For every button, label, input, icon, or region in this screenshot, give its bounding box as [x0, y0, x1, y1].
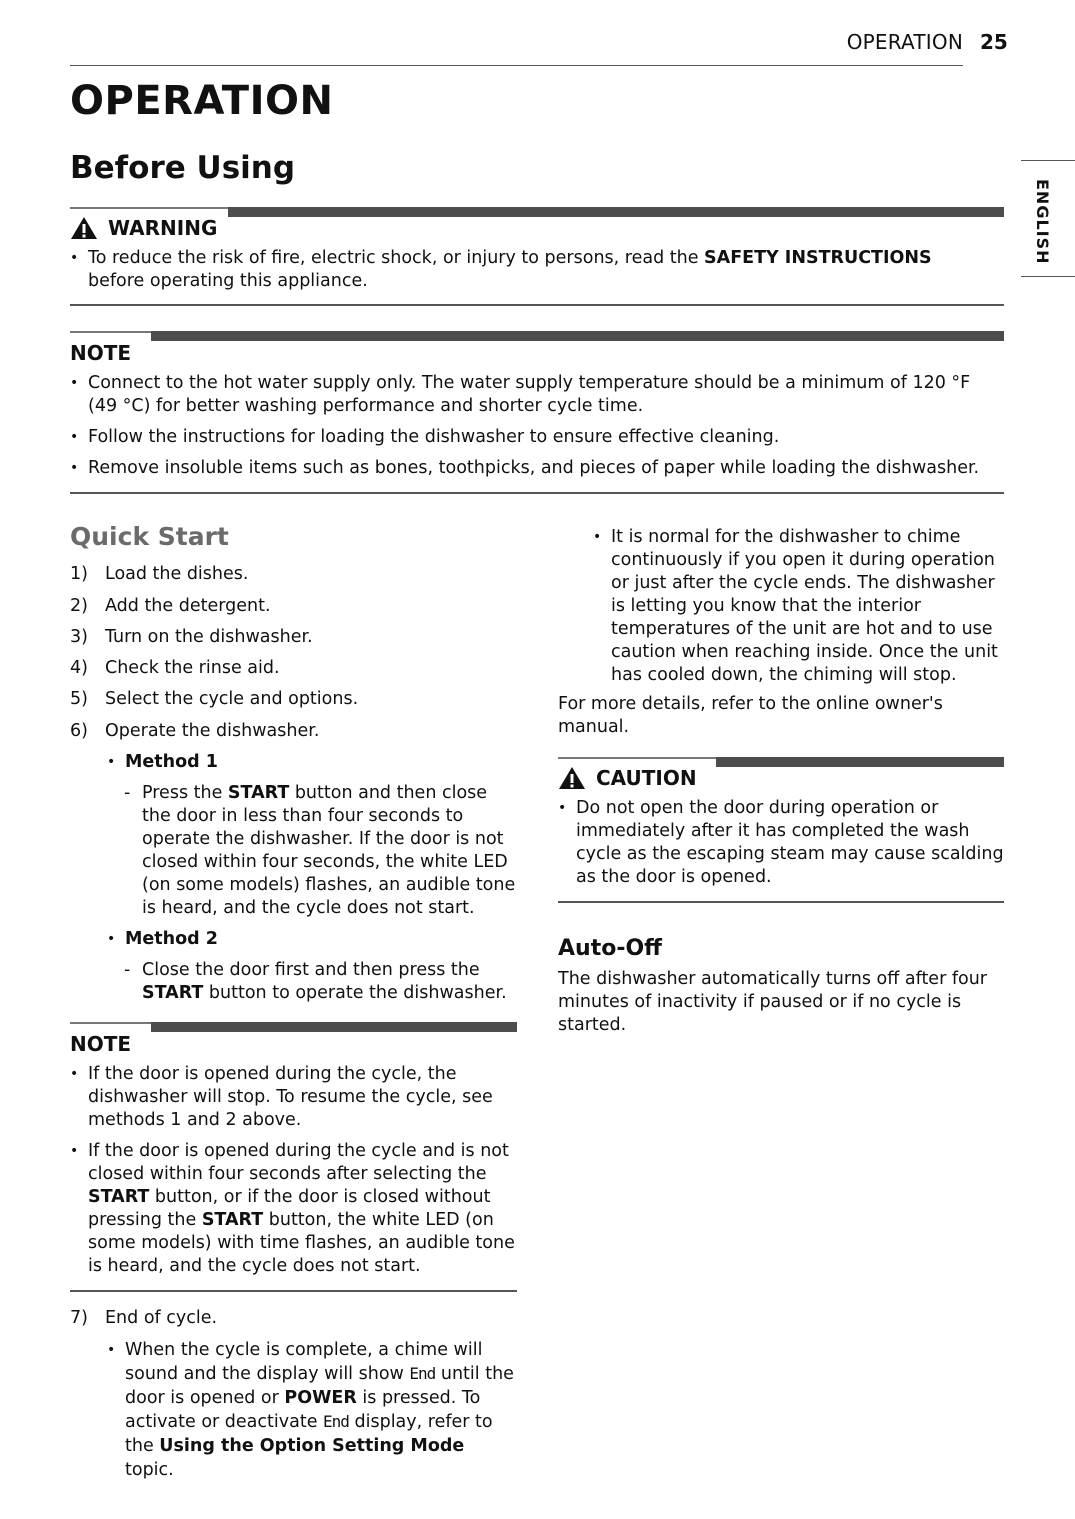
- caution-box: [558, 757, 1004, 903]
- method-2-text: - Close the door first and then press the START button to operate the dishwasher.: [124, 959, 519, 1005]
- divider: [70, 207, 230, 209]
- divider: [70, 331, 152, 333]
- warning-label: WARNING: [108, 216, 218, 240]
- note-box: [70, 331, 1004, 494]
- note-label: NOTE: [70, 341, 132, 365]
- note-label: NOTE: [70, 1032, 132, 1056]
- box-header-bar: [228, 207, 1004, 217]
- language-tab: [1021, 160, 1075, 277]
- note-item: • Connect to the hot water supply only. The water supply temperature should be a minimum of 120 °F (49 °C) for better washing performance and shorter cycle time.: [70, 372, 1004, 418]
- method-2-label: • Method 2: [107, 928, 507, 951]
- note-item: • If the door is opened during the cycle and is not closed within four seconds after selecting the START button, or if the door is closed without pressing the START button, the white LED (on some models) with time flashes, an audible tone is heard, and the cycle does not start.: [70, 1140, 517, 1278]
- chime-note: • It is normal for the dishwasher to chime continuously if you open it during operation or just after the cycle ends. The dishwasher is letting you know that the interior temperatures of the unit are hot and to use caution when reaching inside. Once the unit has cooled down, the chiming will stop.: [593, 526, 1005, 687]
- method-1-label: • Method 1: [107, 751, 507, 774]
- section-heading: Before Using: [70, 150, 296, 186]
- header-section: OPERATION: [846, 30, 963, 54]
- warning-triangle-icon: [558, 766, 586, 790]
- note-item: • If the door is opened during the cycle, the dishwasher will stop. To resume the cycle, see methods 1 and 2 above.: [70, 1063, 517, 1132]
- caution-item: • Do not open the door during operation or immediately after it has completed the wash cycle as the escaping steam may cause scalding as the door is opened.: [558, 797, 1004, 889]
- box-header-bar: [716, 757, 1004, 767]
- box-header-bar: [151, 331, 1004, 341]
- quick-start-heading: Quick Start: [70, 522, 229, 551]
- page-number: 25: [980, 30, 1008, 54]
- warning-triangle-icon: [70, 216, 98, 240]
- running-header: [70, 30, 963, 66]
- note-box: [70, 1022, 517, 1292]
- note-item: • Follow the instructions for loading the dishwasher to ensure effective cleaning.: [70, 426, 1004, 449]
- caution-label: CAUTION: [596, 766, 697, 790]
- end-display-glyph: End: [323, 1412, 349, 1431]
- page-title: OPERATION: [70, 78, 334, 124]
- more-details-text: For more details, refer to the online owner's manual.: [558, 694, 943, 737]
- note-item: • Remove insoluble items such as bones, toothpicks, and pieces of paper while loading the dishwasher.: [70, 457, 1004, 480]
- auto-off-heading: Auto-Off: [558, 936, 662, 961]
- auto-off-text: The dishwasher automatically turns off after four minutes of inactivity if paused or if no cycle is started.: [558, 969, 987, 1035]
- divider: [70, 1022, 152, 1024]
- divider: [558, 757, 718, 759]
- method-1-text: - Press the START button and then close the door in less than four seconds to operate the dishwasher. If the door is not closed within four seconds, the white LED (on some models) flashes, an audible tone is heard, and the cycle does not start.: [124, 782, 519, 920]
- warning-box: [70, 207, 1004, 306]
- language-label: ENGLISH: [1033, 179, 1052, 265]
- warning-item: • To reduce the risk of fire, electric shock, or injury to persons, read the SAFETY INSTRUCTIONS before operating this appliance.: [70, 247, 990, 293]
- end-cycle-text: • When the cycle is complete, a chime will sound and the display will show End until the door is opened or POWER is pressed. To activate or deactivate End display, refer to the Using the Option Setting Mode topic.: [107, 1338, 517, 1482]
- end-display-glyph: End: [409, 1364, 436, 1383]
- box-header-bar: [151, 1022, 517, 1032]
